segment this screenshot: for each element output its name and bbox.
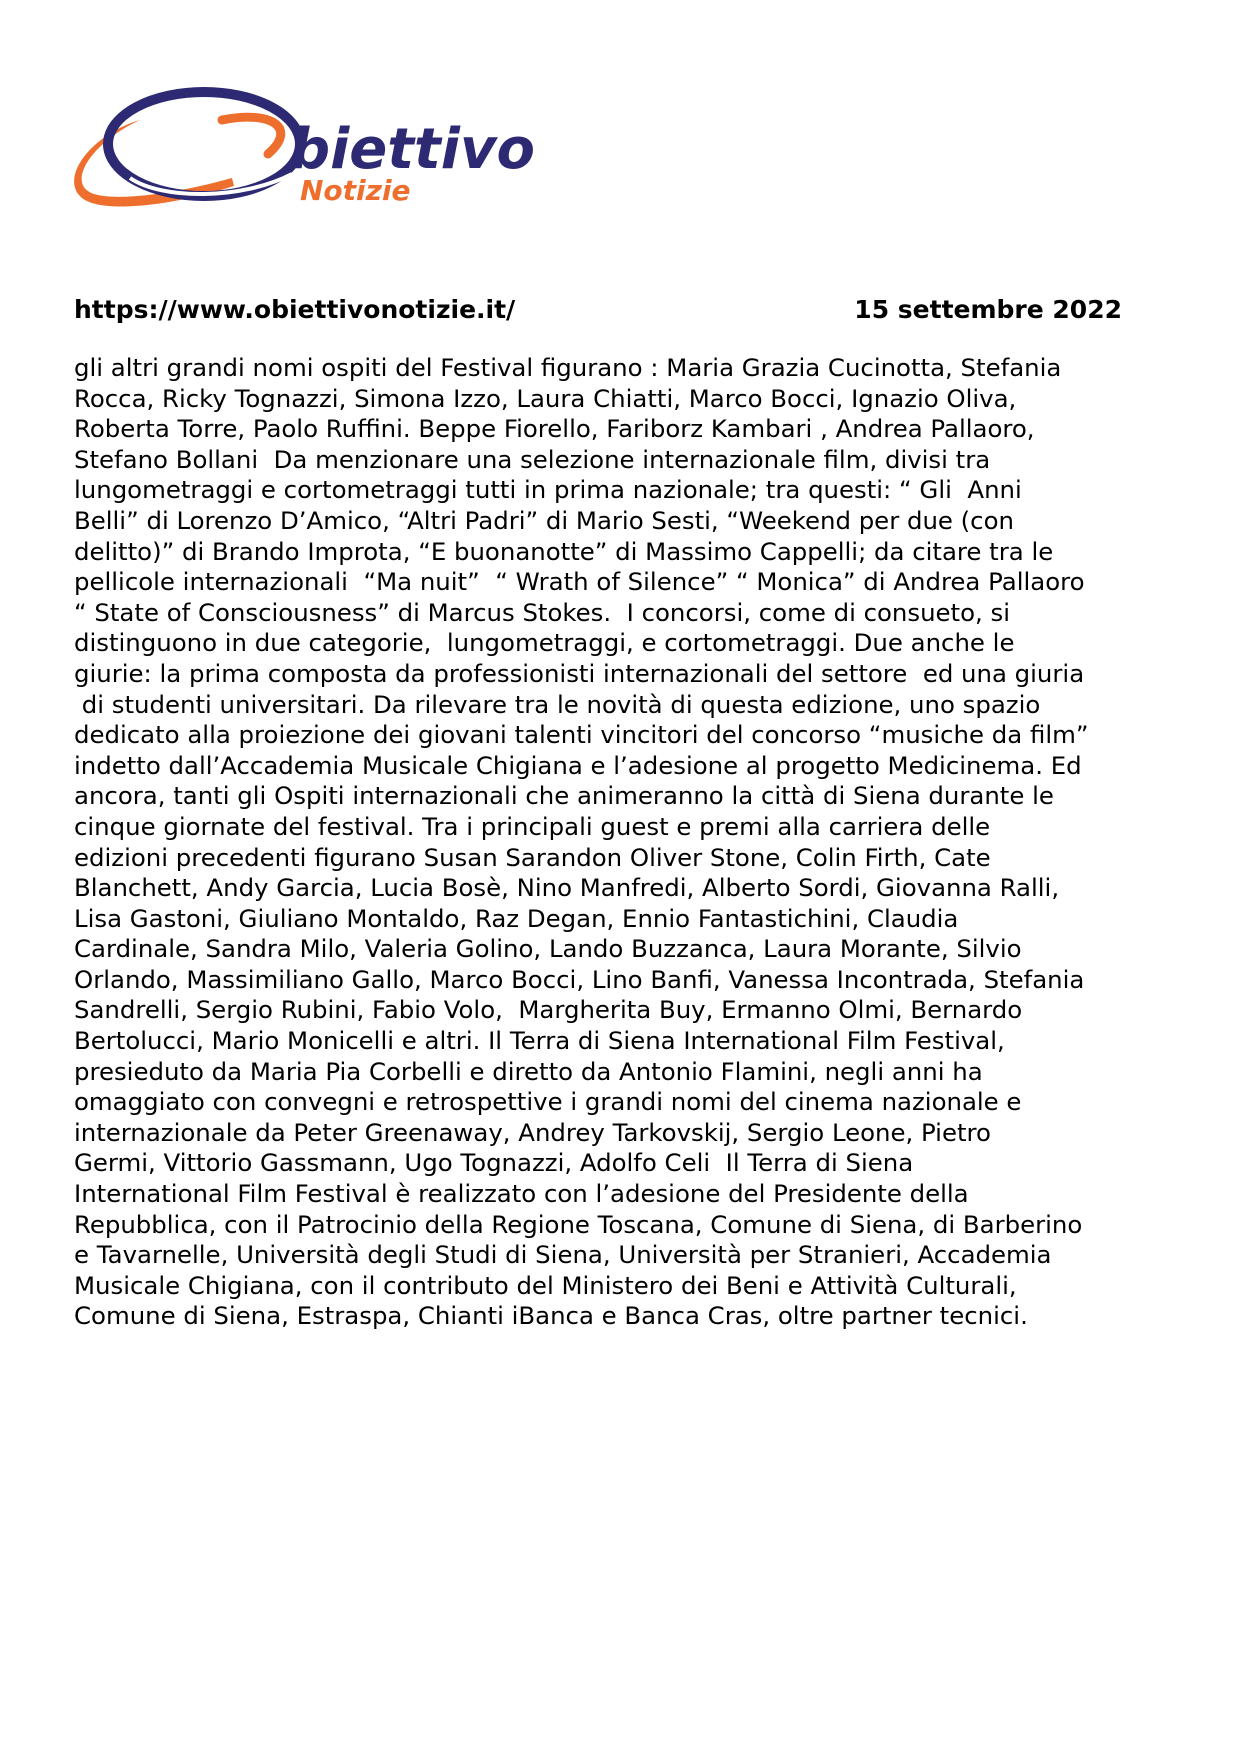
document-header [74,293,1122,327]
article-line: Belli” di Lorenzo D’Amico, “Altri Padri” di Mario Sesti, “Weekend per due (con [74,505,1014,535]
article-line: Lisa Gastoni, Giuliano Montaldo, Raz Degan, Ennio Fantastichini, Claudia [74,903,959,933]
article-line: dedicato alla proiezione dei giovani talenti vincitori del concorso “musiche da film” [74,720,1089,750]
article-line: delitto)” di Brando Improta, “E buonanotte” di Massimo Cappelli; da citare tra le [74,536,1054,566]
article-line: Sandrelli, Sergio Rubini, Fabio Volo, Margherita Buy, Ermanno Olmi, Bernardo [74,995,1023,1025]
article-line: pellicole internazionali “Ma nuit” “ Wrath of Silence” “ Monica” di Andrea Pallaoro [74,567,1085,597]
publication-date: 15 settembre 2022 [854,295,1122,324]
article-line: e Tavarnelle, Università degli Studi di Siena, Università per Stranieri, Accademia [74,1240,1052,1270]
article-line: Musicale Chigiana, con il contributo del Ministero dei Beni e Attività Culturali, [74,1270,1017,1300]
article-line: Stefano Bollani Da menzionare una selezione internazionale film, divisi tra [74,444,991,474]
article-line: Rocca, Ricky Tognazzi, Simona Izzo, Laura Chiatti, Marco Bocci, Ignazio Oliva, [74,383,1017,413]
article-line: presieduto da Maria Pia Corbelli e diretto da Antonio Flamini, negli anni ha [74,1056,983,1086]
article-line: gli altri grandi nomi ospiti del Festival figurano : Maria Grazia Cucinotta, Stefania [74,353,1062,382]
article-line: ancora, tanti gli Ospiti internazionali che animeranno la città di Siena durante le [74,781,1054,811]
article-line: cinque giornate del festival. Tra i principali guest e premi alla carriera delle [74,811,991,841]
article-line: International Film Festival è realizzato con l’adesione del Presidente della [74,1179,969,1209]
logo-orange-arc [222,117,281,154]
article-line: Blanchett, Andy Garcia, Lucia Bosè, Nino Manfredi, Alberto Sordi, Giovanna Ralli, [74,873,1060,903]
logo-brand-main: biettivo [290,117,535,182]
article-line: indetto dall’Accademia Musicale Chigiana e l’adesione al progetto Medicinema. Ed [74,750,1082,780]
article-line: Comune di Siena, Estraspa, Chianti iBanca e Banca Cras, oltre partner tecnici. [74,1301,1028,1331]
article-line: internazionale da Peter Greenaway, Andrey Tarkovskij, Sergio Leone, Pietro [74,1117,991,1147]
obiettivo-notizie-logo [72,82,562,242]
article-line: Roberta Torre, Paolo Ruffini. Beppe Fiorello, Fariborz Kambari , Andrea Pallaoro, [74,414,1035,444]
article-line: di studenti universitari. Da rilevare tra le novità di questa edizione, uno spazio [74,689,1041,719]
article-line: Germi, Vittorio Gassmann, Ugo Tognazzi, Adolfo Celi Il Terra di Siena [74,1148,914,1178]
article-line: “ State of Consciousness” di Marcus Stokes. I concorsi, come di consueto, si [74,597,1011,627]
article-line: distinguono in due categorie, lungometraggi, e cortometraggi. Due anche le [74,628,1015,658]
article-body [74,353,1154,1332]
article-line: Cardinale, Sandra Milo, Valeria Golino, Lando Buzzanca, Laura Morante, Silvio [74,934,1022,964]
logo-graphic [72,82,562,242]
logo-brand-sub: Notizie [300,174,411,207]
article-line: giurie: la prima composta da professionisti internazionali del settore ed una giuria [74,658,1085,688]
article-line: Repubblica, con il Patrocinio della Regione Toscana, Comune di Siena, di Barberino [74,1209,1083,1239]
article-line: edizioni precedenti figurano Susan Sarandon Oliver Stone, Colin Firth, Cate [74,842,991,872]
article-line: omaggiato con convegni e retrospettive i grandi nomi del cinema nazionale e [74,1087,1022,1117]
article-line: Bertolucci, Mario Monicelli e altri. Il Terra di Siena International Film Festival, [74,1026,1005,1056]
source-url: https://www.obiettivonotizie.it/ [74,295,516,324]
article-line: Orlando, Massimiliano Gallo, Marco Bocci, Lino Banfi, Vanessa Incontrada, Stefania [74,964,1085,994]
article-line: lungometraggi e cortometraggi tutti in prima nazionale; tra questi: “ Gli Anni [74,475,1022,505]
